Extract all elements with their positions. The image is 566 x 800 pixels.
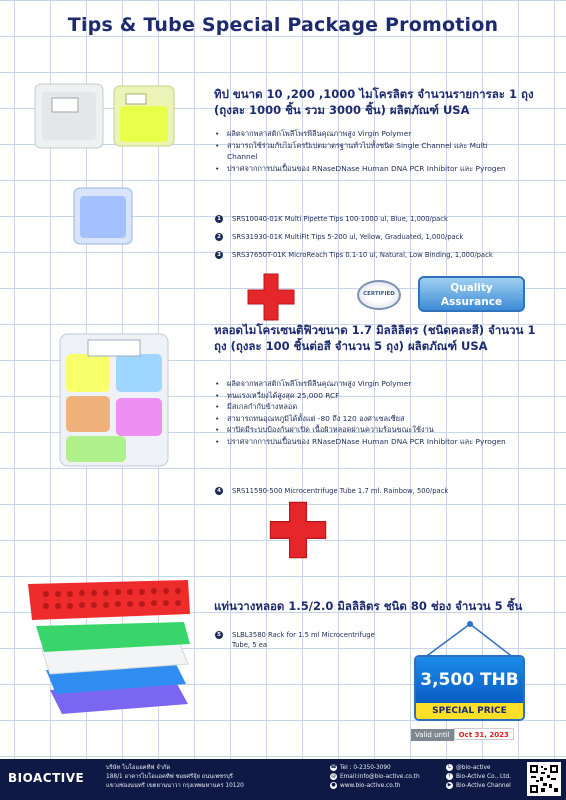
quality-assurance-badge <box>418 276 525 312</box>
feature-item: • สามารถทนอุณหภูมิได้ตั้งแต่ -80 ถึง 120 องศาเซลเซียส <box>215 413 520 425</box>
section2-heading: หลอดไมโครเซนติฟิวขนาด 1.7 มิลลิลิตร (ชนิดคละสี) จำนวน 1 ถุง (ถุงละ 100 ชิ้นต่อสี จำนวน 5 ถุง) ผลิตภัณฑ์ USA <box>214 323 536 353</box>
product-item <box>215 630 380 650</box>
contact-info <box>330 764 440 791</box>
product-item <box>215 214 535 224</box>
phone-icon: ☎ <box>330 764 337 770</box>
line-id[interactable]: @bio-active <box>456 765 491 771</box>
product-item <box>215 232 535 242</box>
section3-heading: แท่นวางหลอด 1.5/2.0 มิลลิลิตร ชนิด 80 ช่อง จำนวน 5 ชิ้น <box>214 599 523 613</box>
address-line: 188/1 อาคารไบโอแอคทีฟ ซอยศรีจุ้ย ถนนเพชรบุรี <box>106 774 233 780</box>
plus-icon <box>246 272 296 322</box>
page-title: Tips & Tube Special Package Promotion <box>67 14 499 36</box>
feature-item: • สามารถใช้ร่วมกับไมโครปิเปตมาตรฐานทั่วไปทั้งชนิด Single Channel และ Multi Channel <box>215 140 520 163</box>
feature-item: • ปราศจากการปนเปื้อนของ RNaseDNase Human DNA PCR Inhibitor และ Pyrogen <box>215 163 520 175</box>
product-item <box>215 250 535 260</box>
price-tag <box>414 655 525 721</box>
address-line: แขวงช่องนนทรี เขตยานนาวา กรุงเทพมหานคร 10120 <box>106 783 244 789</box>
brand-logo: BIOACTIVE <box>8 771 85 785</box>
assurance-label: Assurance <box>440 296 503 308</box>
certified-label: CERTIFIED <box>363 291 395 297</box>
section1-heading: ทิป ขนาด 10 ,200 ,1000 ไมโครลิตร จำนวนรายการละ 1 ถุง (ถุงละ 1000 ชิ้น รวม 3000 ชิ้น) ผลิตภัณฑ์ USA <box>214 87 534 117</box>
web-icon: ● <box>331 782 336 788</box>
section2-features <box>215 378 520 447</box>
footer <box>0 759 566 800</box>
tube-racks-photo <box>26 578 196 718</box>
feature-item: • ผลิตจากพลาสติกโพลีโพรพีลีนคุณภาพสูง Virgin Polymer <box>215 378 520 390</box>
section2-products <box>215 486 535 504</box>
valid-until <box>411 728 514 740</box>
website-link[interactable]: www.bio-active.co.th <box>340 783 401 789</box>
product-text: SRS10040-01K Multi Pipette Tips 100-1000 ul, Blue, 1,000/pack <box>232 215 448 223</box>
section1-features <box>215 128 520 174</box>
company-name: บริษัท ไบโอแอคทีฟ จำกัด <box>106 765 171 771</box>
number-badge: 5 <box>215 631 223 639</box>
price-tag-string <box>414 620 525 660</box>
feature-item: • ทนแรงเหวี่ยงได้สูงสุด 25,000 RCF <box>215 390 520 402</box>
quality-label: Quality <box>450 282 493 294</box>
valid-until-label: Valid until <box>411 729 454 741</box>
product-item <box>215 486 535 496</box>
line-icon: L <box>446 764 453 771</box>
price-amount: 3,500 THB <box>416 657 523 703</box>
certified-badge <box>357 280 401 310</box>
phone-number: Tel : 0-2350-3090 <box>340 765 391 771</box>
youtube-icon: ▶ <box>447 782 452 788</box>
facebook-page[interactable]: Bio-Active Co., Ltd. <box>456 774 512 780</box>
feature-item: • ปราศจากการปนเปื้อนของ RNaseDNase Human DNA PCR Inhibitor และ Pyrogen <box>215 436 520 448</box>
product-text: SRS31930-01K MultiFit Tips 5-200 ul, Yellow, Graduated, 1,000/pack <box>232 233 464 241</box>
number-badge: 4 <box>215 487 223 495</box>
section3-products <box>215 630 380 658</box>
number-badge: 2 <box>215 233 223 241</box>
mail-icon: @ <box>331 773 336 779</box>
email-address[interactable]: Email:info@bio-active.co.th <box>340 774 420 780</box>
feature-item: • มีสเกลกำกับข้างหลอด <box>215 401 520 413</box>
social-links <box>446 764 526 791</box>
special-price-label: SPECIAL PRICE <box>416 703 523 719</box>
section1-products <box>215 214 535 268</box>
feature-item: • ผลิตจากพลาสติกโพลีโพรพีลีนคุณภาพสูง Virgin Polymer <box>215 128 520 140</box>
microcentrifuge-tubes-photo <box>58 332 170 468</box>
product-text: SLBL3580 Rack for 1.5 ml Microcentrifuge Tube, 5 ea <box>232 631 375 649</box>
number-badge: 3 <box>215 251 223 259</box>
feature-item: • ฝาปิดมีระบบป้องกันฝาเปิด เนื้อผิวหลอดผ่านความร้อนขณะใช้งาน <box>215 424 520 436</box>
number-badge: 1 <box>215 215 223 223</box>
product-text: SRS11590-500 Microcentrifuge Tube 1.7 ml. Rainbow, 500/pack <box>232 487 449 495</box>
product-text: SRS37650T-01K MicroReach Tips 0.1-10 ul, Natural, Low Binding, 1,000/pack <box>232 251 493 259</box>
plus-icon <box>268 500 328 560</box>
facebook-icon: f <box>446 773 453 780</box>
valid-until-date: Oct 31, 2023 <box>454 728 514 740</box>
youtube-channel[interactable]: Bio-Active Channel <box>456 783 511 789</box>
company-address <box>106 764 286 791</box>
pipette-tips-photo <box>30 78 206 250</box>
qr-code-icon[interactable] <box>527 762 561 796</box>
